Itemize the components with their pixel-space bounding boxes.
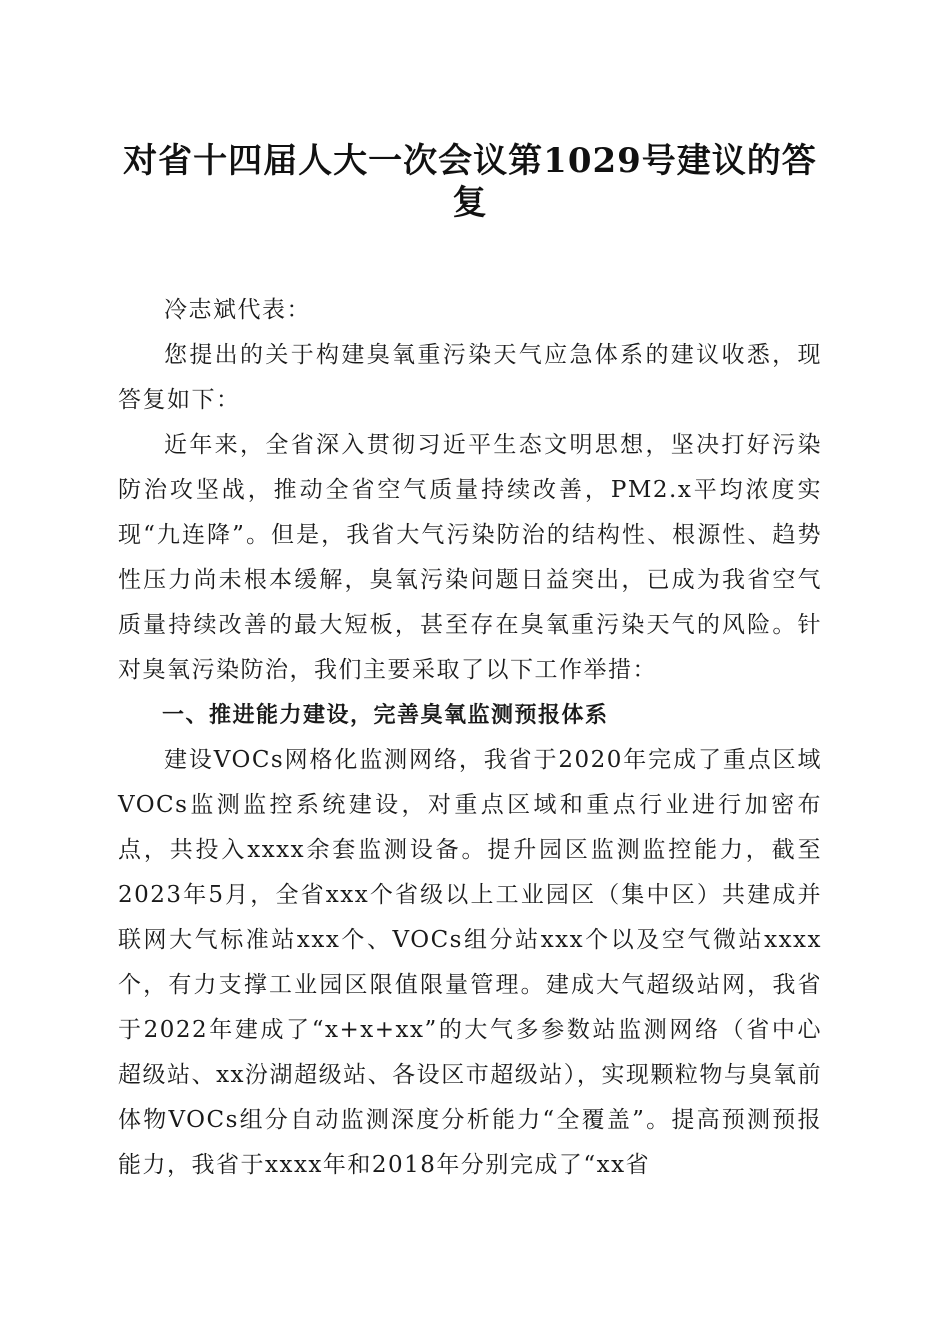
- salutation: 冷志斌代表：: [164, 297, 311, 323]
- document-body: [118, 288, 822, 1188]
- section-heading: 一、推进能力建设，完善臭氧监测预报体系: [162, 703, 609, 728]
- document-title: 对省十四届人大一次会议第1029号建议的答复: [123, 141, 817, 223]
- paragraph-background: 近年来，全省深入贯彻习近平生态文明思想，坚决打好污染防治攻坚战，推动全省空气质量持续改善，PM2.x平均浓度实现“九连降”。但是，我省大气污染防治的结构性、根源性、趋势性压力尚未根本缓解，臭氧污染问题日益突出，已成为我省空气质量持续改善的最大短板，甚至存在臭氧重污染天气的风险。针对臭氧污染防治，我们主要采取了以下工作举措：: [118, 432, 822, 683]
- paragraph-intro: 您提出的关于构建臭氧重污染天气应急体系的建议收悉，现答复如下：: [118, 342, 822, 413]
- paragraph-monitoring: 建设VOCs网格化监测网络，我省于2020年完成了重点区域VOCs监测监控系统建设，对重点区域和重点行业进行加密布点，共投入xxxx余套监测设备。提升园区监测监控能力，截至2023年5月，全省xxx个省级以上工业园区（集中区）共建成并联网大气标准站xxx个、VOCs组分站xxx个以及空气微站xxxx个，有力支撑工业园区限值限量管理。建成大气超级站网，我省于2022年建成了“x+x+xx”的大气多参数站监测网络（省中心超级站、xx汾湖超级站、各设区市超级站），实现颗粒物与臭氧前体物VOCs组分自动监测深度分析能力“全覆盖”。提高预测预报能力，我省于xxxx年和2018年分别完成了“xx省: [118, 747, 822, 1178]
